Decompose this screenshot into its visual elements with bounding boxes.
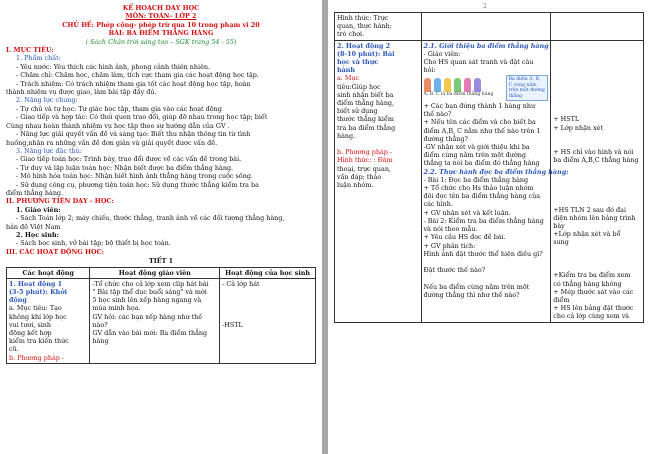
subsection-general-competence: 2. Năng lực chung: — [16, 96, 78, 105]
subsection-student: 2. Học sinh: — [16, 230, 59, 239]
cell-line: +Lớp nhận xét và bổ — [553, 230, 621, 239]
cell-line: thước thẳng kiểm — [337, 115, 394, 124]
cell-line: + Nếu tên các điểm và cho biết ba — [423, 118, 536, 127]
table-cell-activity — [7, 278, 90, 363]
cell-line: điểm — [553, 295, 570, 304]
cell-line: các hình. — [423, 200, 453, 209]
text-line: - Chăm chỉ: Chăm học, chăm làm, tích cực tham gia các hoạt động học tập. — [16, 71, 259, 80]
cell-line: + HSTL — [553, 115, 580, 124]
subsection-specific-competence: 3. Năng lực đặc thù: — [16, 146, 83, 155]
cell-line: + Tổ chức cho Hs thảo luận nhóm — [423, 184, 534, 193]
cell-line: quan, thực hành; — [337, 22, 392, 31]
cell-line: 2. Hoạt động 2 — [337, 41, 391, 50]
cell-line: múa minh họa. — [92, 304, 141, 313]
cell-line: + GV phân tích: — [423, 241, 476, 250]
text-line: - Tư duy và lập luận toán học: Nhận biết được ba điểm thẳng hàng. — [16, 163, 234, 172]
text-line: - Sử dụng công cụ, phương tiện toán học: Sử dụng thước thẳng kiểm tra ba — [16, 180, 259, 189]
text-line: - Năng lực giải quyết vấn đề và sáng tạo: Biết thu nhận thông tin từ tình — [16, 130, 251, 139]
cell-line: Hình thức: : Đàm — [337, 156, 393, 165]
table-row — [335, 40, 644, 322]
text-line: điểm thẳng hàng. — [6, 188, 64, 197]
cell-line: hành — [337, 66, 356, 75]
table-row — [335, 13, 644, 41]
cell-line: - Bài 1: Đọc ba điểm thẳng hàng — [423, 175, 529, 184]
cell-line: - Bài 2: Kiểm tra ba điểm thẳng hàng — [423, 216, 544, 225]
cell-line: +Kiểm tra ba điểm xem — [553, 271, 631, 280]
subsection-teacher: 1. Giáo viên: — [16, 205, 61, 214]
cell-line: -GV nhận xét và giới thiệu khi ba — [423, 143, 530, 152]
cell-line: 2.1. Giới thiệu ba điểm thẳng hàng — [423, 41, 549, 50]
cell-line: trò chơi. — [337, 30, 365, 39]
cell-line: b. Phương pháp - — [9, 353, 65, 362]
cell-line: -HSTL — [222, 320, 243, 329]
cell-line: (3-5 phút): Khởi — [9, 288, 68, 296]
cell-line: sinh nhận biết ba — [337, 90, 394, 99]
cell-line: điểm cùng nằm trên một đường — [423, 151, 526, 160]
doc-subject: MÔN: TOÁN– LỚP 2 — [125, 12, 197, 21]
picture-caption: A. B. C là ba điểm thẳng hàng — [423, 92, 494, 98]
cell-line: tiêu:Giúp học — [337, 82, 381, 91]
text-line: huống,nhận ra những vấn đề đơn giản và giải quyết được vấn đề. — [6, 138, 218, 147]
cell-line: không khí lớp học — [9, 312, 67, 321]
cell-line: 5 học sinh lên xếp hàng ngang và — [92, 296, 202, 305]
cell-line: đôi đọc tên ba điểm thẳng hàng của — [423, 192, 541, 201]
cell-line: +HS TLN 2 sau đó đại — [553, 205, 626, 214]
cell-line: hỏi: — [423, 66, 436, 75]
cell-line: + Mép thước sát vào các — [553, 287, 634, 296]
cell-line: đường thẳng thì như thế nào? — [423, 290, 520, 299]
cell-line: kiểm tra kiến thức — [9, 337, 69, 346]
cell-line: + HS lên bảng đặt thước — [553, 304, 634, 313]
text-line: Cùng nhau hoàn thành nhiệm vụ học tập theo sự hướng dẫn của GV . — [6, 121, 230, 130]
cell-line: luận nhóm. — [337, 181, 374, 190]
cell-line: Nếu ba điểm cùng nằm trên một — [423, 282, 530, 291]
cell-line: cũ. — [9, 345, 19, 354]
page-number: 2 — [483, 3, 487, 10]
text-line: - Sách học sinh, vở bài tập; bộ thiết bị học toán. — [16, 239, 171, 248]
cell-line: thế nào? — [423, 110, 452, 119]
cell-line: thoại, trực quan, — [337, 164, 391, 173]
cell-line: hàng. — [337, 131, 356, 140]
cell-line: sung — [553, 238, 569, 247]
cell-line: b. Phương pháp - — [337, 148, 393, 157]
table-row — [7, 278, 316, 363]
table-cell-activity — [335, 40, 422, 322]
table-cell-activity — [335, 13, 422, 41]
text-line: thành nhiệm vụ được giao, làm bài tập đầy đủ. — [6, 88, 157, 97]
cell-line: a. Mục — [337, 74, 360, 83]
cell-line: " Bài tập thể dục buổi sáng" và mời — [92, 288, 207, 296]
cell-line: 2.2. Thực hành đọc ba điểm thẳng hàng: — [423, 167, 569, 176]
table-cell-student — [220, 278, 316, 363]
cell-line: Cho HS quan sát tranh và đặt câu — [423, 58, 534, 67]
text-line: - Tự chủ và tự học: Tự giác học tập, tham gia vào các hoạt động — [16, 104, 222, 113]
cell-line: + Yêu cầu HS đọc đề bài. — [423, 233, 506, 242]
document-page-1 — [0, 0, 322, 454]
cell-line: a. Mục tiêu: Tạo — [9, 304, 62, 313]
text-line: - Mô hình hóa toán học: Nhận biết hình ảnh thẳng hàng trong cuộc sống. — [16, 172, 253, 181]
cell-line: cho cả lớp cùng xem và — [553, 312, 630, 321]
text-line: - Giao tiếp toán học: Trình bày, trao đổi được về các vấn đề trong bài. — [16, 155, 242, 164]
table-cell-student — [551, 40, 644, 322]
cell-line: Đặt thước thế nào? — [423, 266, 486, 275]
text-line: - Yêu nước: Yêu thích các hình ảnh, phong cảnh thiên nhiên. — [16, 62, 211, 71]
cell-line: điểm thẳng hàng, — [337, 99, 395, 108]
text-line: - Trách nhiệm: Có trách nhiệm tham gia tốt các hoạt động học tập, hoàn — [16, 79, 251, 88]
doc-topic: CHỦ ĐỀ: Phép cộng- phép trừ qua 10 trong phạm vi 20 — [62, 20, 260, 29]
cell-line: động kết hợp — [9, 329, 52, 338]
illustration — [424, 75, 549, 101]
text-line: - Sách Toán lớp 2; máy chiếu, thước thẳng, tranh ảnh về các đối tượng thẳng hàng, — [16, 214, 285, 223]
cell-line: thẳng ta nói ba điểm đó thẳng hàng — [423, 159, 540, 168]
cell-line: 1. Hoạt động 1 — [9, 279, 63, 288]
speech-bubble: Ba điểm A, B, C cùng nằm trên một đường thẳng — [506, 75, 549, 101]
cell-line: có thẳng hàng không — [553, 279, 622, 288]
children-picture — [424, 78, 503, 92]
table-cell-teacher — [90, 278, 220, 363]
cell-line: + Lớp nhận xét — [553, 123, 604, 132]
subsection-qualities: 1. Phẩm chất: — [16, 54, 61, 63]
cell-line: hàng — [92, 337, 109, 346]
lesson-table — [6, 267, 316, 364]
cell-line: nào? — [92, 320, 108, 329]
cell-line: biết sử dụng — [337, 107, 378, 116]
cell-line: GV dẫn vào bài mới: Ba điểm thẳng — [92, 329, 208, 338]
cell-line: + GV nhận xét và kết luận. — [423, 208, 511, 217]
cell-line: + Các bạn đứng thành 1 hàng như — [423, 102, 536, 111]
table-header: Hoạt động của học sinh — [220, 267, 316, 278]
cell-line: bày — [553, 222, 565, 231]
period-label: TIẾT 1 — [148, 257, 174, 266]
table-header: Hoạt động giáo viên — [90, 267, 220, 278]
cell-line: -Tổ chức cho cả lớp xem clip hát bài — [92, 279, 209, 288]
section-activities: III. CÁC HOẠT ĐỘNG HỌC: — [6, 247, 105, 256]
cell-line: Hình thức: Trực — [337, 14, 389, 22]
cell-line: GV hỏi: các bạn xếp hàng như thế — [92, 312, 203, 321]
doc-source: ( Sách Chân trời sáng tạo – SGK trang 54 - 55) — [85, 37, 237, 46]
table-header-row — [7, 267, 316, 278]
cell-line: điểm A,B, C nằm như thế nào trên 1 — [423, 126, 541, 135]
cell-line: học và thực — [337, 58, 379, 67]
cell-line: và nói theo mẫu. — [423, 225, 478, 234]
cell-line: (8-10 phút): Bài — [337, 49, 395, 58]
cell-line: vấn đáp; thảo — [337, 172, 382, 181]
doc-lesson: BÀI: BA ĐIỂM THẲNG HÀNG — [108, 29, 214, 38]
cell-line: tra ba điểm thẳng — [337, 123, 396, 132]
cell-line: Hình ảnh đặt thước thể hiện điều gì? — [423, 249, 543, 258]
cell-line: - Giáo viên: — [423, 49, 461, 58]
cell-line: - Cả lớp hát — [222, 279, 260, 288]
table-header: Các hoạt động — [7, 267, 90, 278]
text-line: bản đồ Việt Nam — [6, 222, 61, 231]
cell-line: vui tươi, sinh — [9, 320, 51, 329]
lesson-table-continued — [334, 12, 644, 323]
section-objectives: I. MỤC TIÊU: — [6, 46, 54, 55]
cell-line: động — [9, 296, 27, 305]
document-page-2 — [328, 0, 650, 454]
cell-line: đường thẳng? — [423, 134, 468, 143]
doc-title: KẾ HOẠCH DẠY HỌC — [122, 4, 200, 12]
cell-line: diện nhóm lên bảng trình — [553, 213, 636, 222]
text-line: - Giao tiếp và hợp tác: Có thói quen trao đổi, giúp đỡ nhau trong học tập; biết — [16, 113, 268, 122]
section-materials: II. PHƯƠNG TIỆN DẠY - HỌC: — [6, 197, 114, 206]
cell-line: ba điểm A,B,C thẳng hàng — [553, 156, 639, 165]
cell-line: + HS chỉ vào hình và nói — [553, 148, 634, 157]
